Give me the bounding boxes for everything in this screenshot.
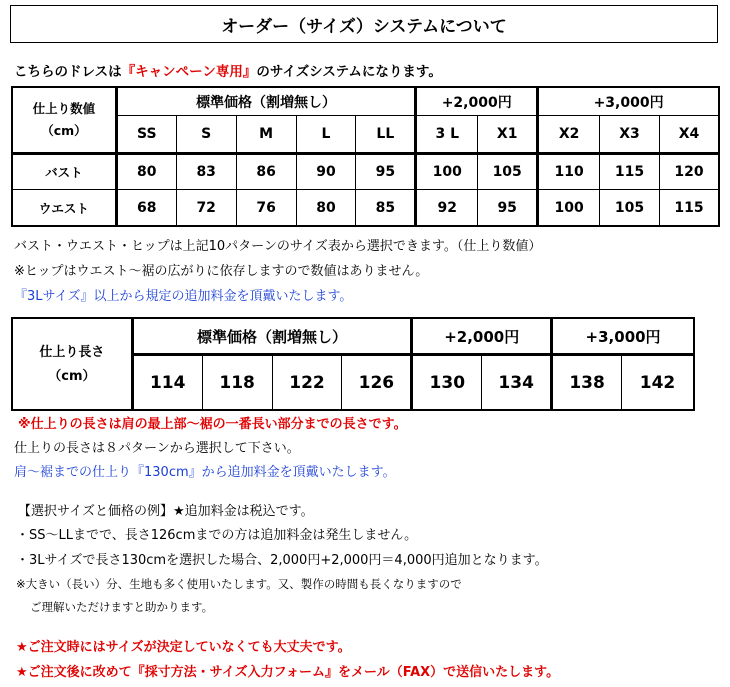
footer-line-2: ★ご注文後に改めて『採寸方法・サイズ入力フォーム』をメール（FAX）で送信いたします。 [16,665,560,680]
size-header: L [296,116,356,154]
length-value: 142 [622,355,694,411]
size-table-row-header [13,88,117,154]
example-1: ・SS～LLまでで、長さ126cmまでの方は追加料金は発生しません。 [16,528,418,543]
bust-value: 115 [600,154,660,190]
size-header: M [236,116,296,154]
waist-value: 85 [356,190,416,226]
length-value: 118 [202,355,272,411]
size-header: 3 L [416,116,478,154]
row-label-waist: ウエスト [13,190,117,226]
length-value: 134 [482,355,552,411]
size-header: LL [356,116,416,154]
length-value: 114 [132,355,202,411]
length-group-plus2000: +2,000円 [412,319,552,355]
waist-value: 115 [659,190,718,226]
bust-value: 83 [176,154,236,190]
length-header-line2: （cm） [48,368,96,384]
bust-value: 100 [416,154,478,190]
note-3l-surcharge: 『3Lサイズ』以上から規定の追加料金を頂戴いたします。 [14,289,353,304]
bust-value: 110 [538,154,600,190]
size-header: X3 [600,116,660,154]
waist-value: 100 [538,190,600,226]
examples-note-2: ご理解いただけますと助かります。 [30,600,214,614]
page-title: オーダー（サイズ）システムについて [10,5,718,43]
size-header: S [176,116,236,154]
length-group-plus3000: +3,000円 [552,319,694,355]
intro-suffix: のサイズシステムになります。 [256,64,442,80]
waist-value: 72 [176,190,236,226]
waist-value: 76 [236,190,296,226]
size-header: X2 [538,116,600,154]
bust-value: 86 [236,154,296,190]
intro-text [14,60,442,80]
length-table [12,318,694,411]
waist-value: 105 [600,190,660,226]
row-label-bust: バスト [13,154,117,190]
waist-value: 80 [296,190,356,226]
length-group-standard: 標準価格（割増無し） [132,319,412,355]
bust-value: 90 [296,154,356,190]
footer-line-1: ★ご注文時にはサイズが決定していなくても大丈夫です。 [16,640,351,655]
example-2: ・3Lサイズで長さ130cmを選択した場合、2,000円+2,000円＝4,000円追加となります。 [16,553,548,568]
note-size-select: バスト・ウエスト・ヒップは上記10パターンのサイズ表から選択できます。（仕上り数値） [14,239,542,254]
bust-value: 80 [116,154,176,190]
size-header: X1 [478,116,538,154]
note-length-surcharge: 肩～裾までの仕上り『130cm』から追加料金を頂戴いたします。 [14,465,396,480]
group-plus3000: +3,000円 [538,88,719,116]
length-value: 122 [272,355,342,411]
length-header-line1: 仕上り長さ [39,344,105,360]
bust-value: 120 [659,154,718,190]
row-header-line1: 仕上り数値 [32,101,96,116]
note-hip: ※ヒップはウエスト～裾の広がりに依存しますので数値はありません。 [14,264,429,279]
length-value: 138 [552,355,622,411]
examples-note-1: ※大きい（長い）分、生地も多く使用いたします。又、製作の時間も長くなりますので [16,577,462,591]
bust-value: 95 [356,154,416,190]
bust-value: 105 [478,154,538,190]
waist-value: 95 [478,190,538,226]
length-value: 130 [412,355,482,411]
size-header: SS [116,116,176,154]
group-standard: 標準価格（割増無し） [116,88,415,116]
examples-heading: 【選択サイズと価格の例】★追加料金は税込です。 [18,504,314,519]
waist-value: 68 [116,190,176,226]
size-table [12,87,719,226]
length-value: 126 [342,355,412,411]
row-header-line2: （cm） [41,123,87,138]
size-header: X4 [659,116,718,154]
intro-prefix: こちらのドレスは [14,64,122,80]
length-table-row-header [13,319,133,411]
intro-highlight: 『キャンペーン専用』 [121,64,257,80]
note-length-select: 仕上りの長さは８パターンから選択して下さい。 [14,441,300,456]
group-plus2000: +2,000円 [416,88,538,116]
waist-value: 92 [416,190,478,226]
note-length-definition: ※仕上りの長さは肩の最上部～裾の一番長い部分までの長さです。 [18,417,407,432]
